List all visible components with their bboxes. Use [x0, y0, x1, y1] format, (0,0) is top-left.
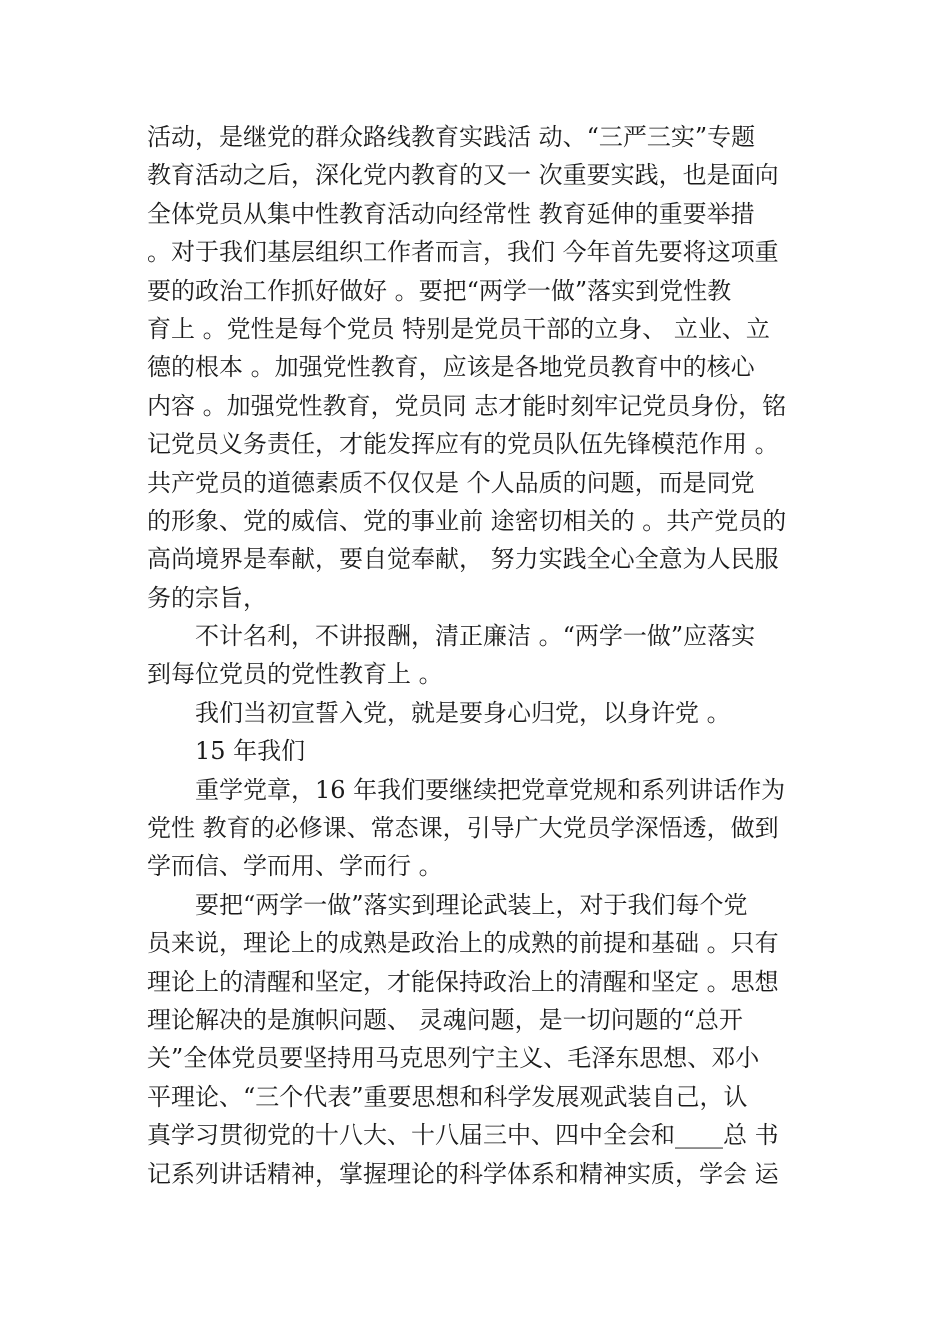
text-line: 理论解决的是旗帜问题、 灵魂问题，是一切问题的“总开	[147, 1005, 743, 1034]
text-line: 育上 。党性是每个党员 特别是党员干部的立身、 立业、立	[147, 314, 770, 343]
text-line: 共产党员的道德素质不仅仅是 个人品质的问题，而是同党	[147, 468, 755, 497]
text-line: 。对于我们基层组织工作者而言，我们 今年首先要将这项重	[147, 238, 779, 267]
text-line: 理论上的清醒和坚定，才能保持政治上的清醒和坚定 。思想	[147, 967, 779, 996]
text-line: 的形象、党的威信、党的事业前 途密切相关的 。共产党员的	[147, 506, 787, 535]
paragraph-first-line: 重学党章，16 年我们要继续把党章党规和系列讲话作为	[195, 775, 786, 804]
paragraph-first-line: 15 年我们	[195, 737, 306, 766]
text-line: 党性 教育的必修课、常态课，引导广大党员学深悟透，做到	[147, 814, 779, 843]
paragraph-first-line: 我们当初宣誓入党，就是要身心归党，以身许党 。	[195, 698, 731, 727]
paragraph-first-line: 不计名利，不讲报酬，清正廉洁 。“两学一做”应落实	[195, 622, 756, 651]
text-line: 关”全体党员要坚持用马克思列宁主义、毛泽东思想、邓小	[147, 1044, 760, 1073]
document-body	[147, 118, 812, 1193]
text-line: 全体党员从集中性教育活动向经常性 教育延伸的重要举措	[147, 199, 755, 228]
text-line: 学而信、学而用、学而行 。	[147, 852, 443, 881]
text-line: 德的根本 。加强党性教育，应该是各地党员教育中的核心	[147, 353, 755, 382]
text-line: 高尚境界是奉献，要自觉奉献， 努力实践全心全意为人民服	[147, 545, 779, 574]
text-line: 真学习贯彻党的十八大、十八届三中、四中全会和____总 书	[147, 1121, 779, 1150]
text-line: 活动，是继党的群众路线教育实践活 动、“三严三实”专题	[147, 123, 756, 151]
text-line: 务的宗旨，	[147, 583, 267, 612]
text-line: 记系列讲话精神，掌握理论的科学体系和精神实质，学会 运	[147, 1159, 779, 1188]
text-line: 要的政治工作抓好做好 。要把“两学一做”落实到党性教	[147, 276, 732, 305]
text-line: 内容 。加强党性教育，党员同 志才能时刻牢记党员身份，铭	[147, 391, 787, 420]
text-line: 员来说，理论上的成熟是政治上的成熟的前提和基础 。只有	[147, 929, 779, 958]
paragraph-first-line: 要把“两学一做”落实到理论武装上，对于我们每个党	[195, 890, 748, 919]
text-line: 平理论、“三个代表”重要思想和科学发展观武装自己，认	[147, 1082, 748, 1111]
text-line: 到每位党员的党性教育上 。	[147, 660, 443, 689]
text-line: 记党员义务责任，才能发挥应有的党员队伍先锋模范作用 。	[147, 430, 779, 459]
text-line: 教育活动之后，深化党内教育的又一 次重要实践，也是面向	[147, 161, 779, 190]
